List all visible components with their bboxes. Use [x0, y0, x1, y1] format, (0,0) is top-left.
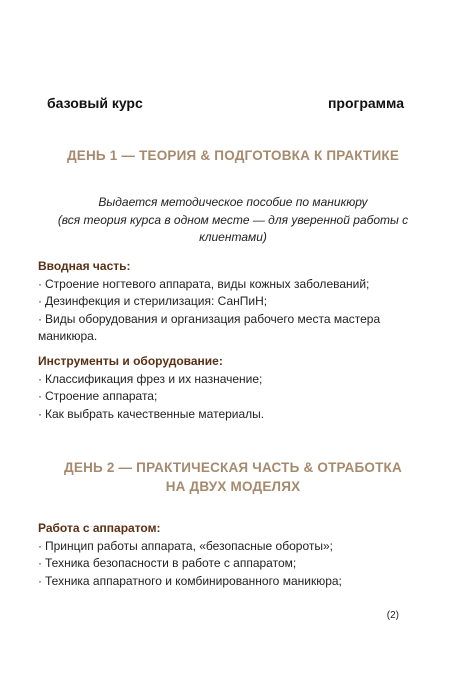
intro-section	[38, 258, 438, 346]
day2-title-line-2: НА ДВУХ МОДЕЛЯХ	[165, 479, 301, 494]
tools-section	[38, 353, 438, 423]
bullet-icon: ·	[38, 538, 42, 553]
list-item: · Принцип работы аппарата, «безопасные обороты»;	[38, 538, 333, 553]
bullet-icon: ·	[38, 311, 42, 326]
note-line-3: клиентами)	[199, 230, 267, 244]
list-item: · Техника безопасности в работе с аппаратом;	[38, 556, 297, 570]
list-item: · Строение аппарата;	[38, 389, 158, 403]
program-label: программа	[327, 95, 404, 111]
day2-title-line-1: ДЕНЬ 2 — ПРАКТИЧЕСКАЯ ЧАСТЬ & ОТРАБОТКА	[64, 460, 402, 475]
section-title: Вводная часть:	[38, 259, 131, 273]
bullet-icon: ·	[38, 389, 42, 403]
bullet-icon: ·	[38, 294, 42, 308]
list-item: · Как выбрать качественные материалы.	[38, 406, 265, 421]
section-title: Инструменты и оборудование:	[38, 354, 223, 368]
bullet-icon: ·	[38, 371, 42, 386]
day2-title	[20, 458, 446, 496]
note-line-2: (вся теория курса в одном месте — для уверенной работы с	[57, 212, 409, 227]
list-item: · Дезинфекция и стерилизация: СанПиН;	[38, 294, 268, 308]
bullet-icon: ·	[38, 406, 42, 421]
list-item: · Техника аппаратного и комбинированного маникюра;	[38, 573, 342, 588]
bullet-icon: ·	[38, 276, 42, 291]
bullet-icon: ·	[38, 573, 42, 588]
day1-title: ДЕНЬ 1 — ТЕОРИЯ & ПОДГОТОВКА К ПРАКТИКЕ	[66, 148, 400, 163]
bullet-icon: ·	[38, 556, 42, 570]
list-item: · Классификация фрез и их назначение;	[38, 371, 263, 386]
list-item: · Строение ногтевого аппарата, виды кожных заболеваний;	[38, 276, 370, 291]
page-number: (2)	[386, 610, 399, 621]
machine-section	[38, 520, 438, 590]
list-item: · Виды оборудования и организация рабочего места мастера маникюра.	[38, 311, 381, 343]
day1-note	[30, 194, 436, 247]
note-line-1: Выдается методическое пособие по маникюру	[98, 195, 368, 209]
course-label: базовый курс	[47, 95, 143, 111]
section-title: Работа с аппаратом:	[38, 521, 161, 535]
